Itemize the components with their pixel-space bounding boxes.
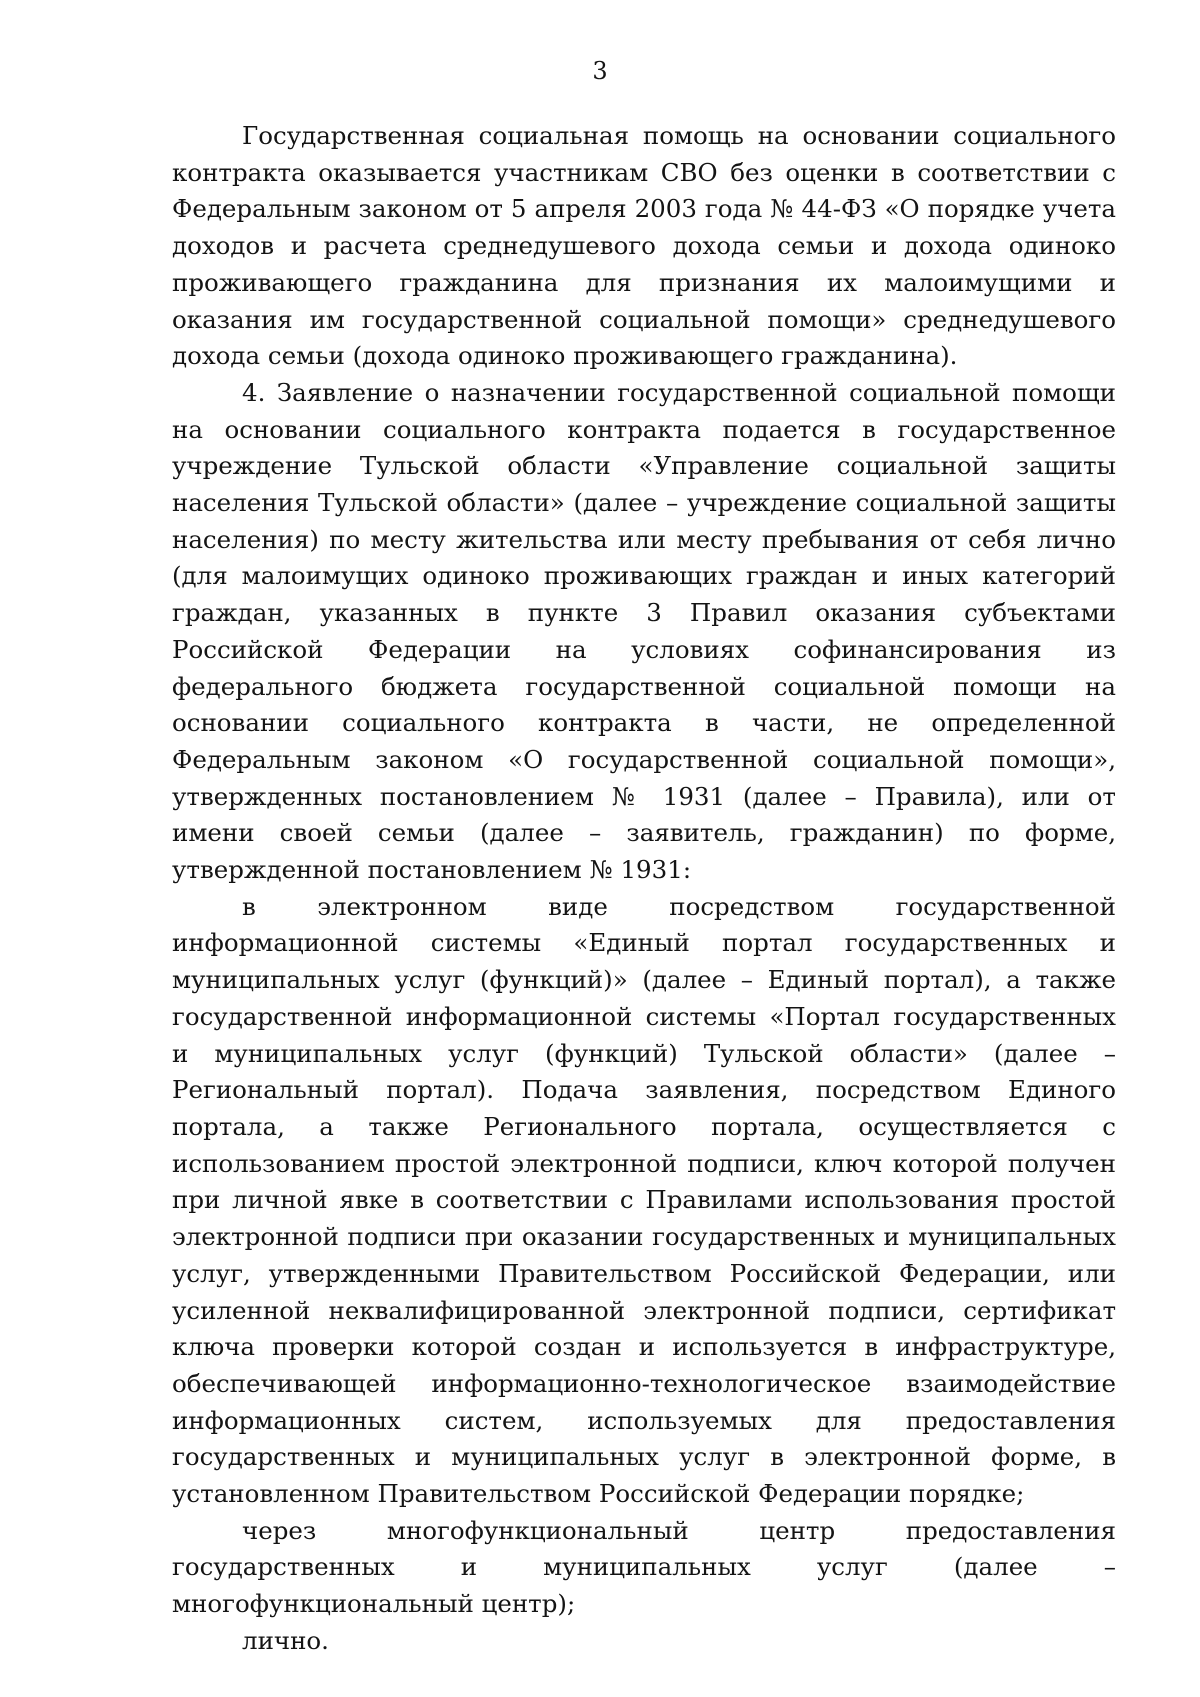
paragraph-mfc-submission: через многофункциональный центр предоставления государственных и муниципальных услуг (далее – многофункциональный центр); — [172, 1515, 1116, 1619]
paragraph-in-person: лично. — [242, 1625, 329, 1655]
paragraph-electronic-submission: в электронном виде посредством государственной информационной системы «Единый портал государственных и муниципальных услуг (функций)» (далее – Единый портал), а также государственной информационной системы «Портал государственных и муниципальных услуг (функций) Тульской области» (далее – Региональный портал). Подача заявления, посредством Единого портала, а также Регионального портала, осуществляется с использованием простой электронной подписи, ключ которой получен при личной явке в соответствии с Правилами использования простой электронной подписи при оказании государственных и муниципальных услуг, утвержденными Правительством Российской Федерации, или усиленной неквалифицированной электронной подписи, сертификат ключа проверки которой создан и используется в инфраструктуре, обеспечивающей информационно-технологическое взаимодействие информационных систем, используемых для предоставления государственных и муниципальных услуг в электронной форме, в установленном Правительством Российской Федерации порядке; — [172, 891, 1116, 1509]
page-number: 3 — [592, 57, 608, 85]
document-body — [172, 118, 1116, 1660]
paragraph-item-4-application: 4. Заявление о назначении государственной социальной помощи на основании социального контракта подается в государственное учреждение Тульской области «Управление социальной защиты населения Тульской области» (далее – учреждение социальной защиты населения) по месту жительства или месту пребывания от себя лично (для малоимущих одиноко проживающих граждан и иных категорий граждан, указанных в пункте 3 Правил оказания субъектами Российской Федерации на условиях софинансирования из федерального бюджета государственной социальной помощи на основании социального контракта в части, не определенной Федеральным законом «О государственной социальной помощи», утвержденных постановлением № 1931 (далее – Правила), или от имени своей семьи (далее – заявитель, гражданин) по форме, утвержденной постановлением № 1931: — [172, 377, 1116, 885]
paragraph-social-assistance: Государственная социальная помощь на основании социального контракта оказывается участникам СВО без оценки в соответствии с Федеральным законом от 5 апреля 2003 года № 44-ФЗ «О порядке учета доходов и расчета среднедушевого дохода семьи и дохода одиноко проживающего гражданина для признания их малоимущими и оказания им государственной социальной помощи» среднедушевого дохода семьи (дохода одиноко проживающего гражданина). — [172, 121, 1116, 371]
